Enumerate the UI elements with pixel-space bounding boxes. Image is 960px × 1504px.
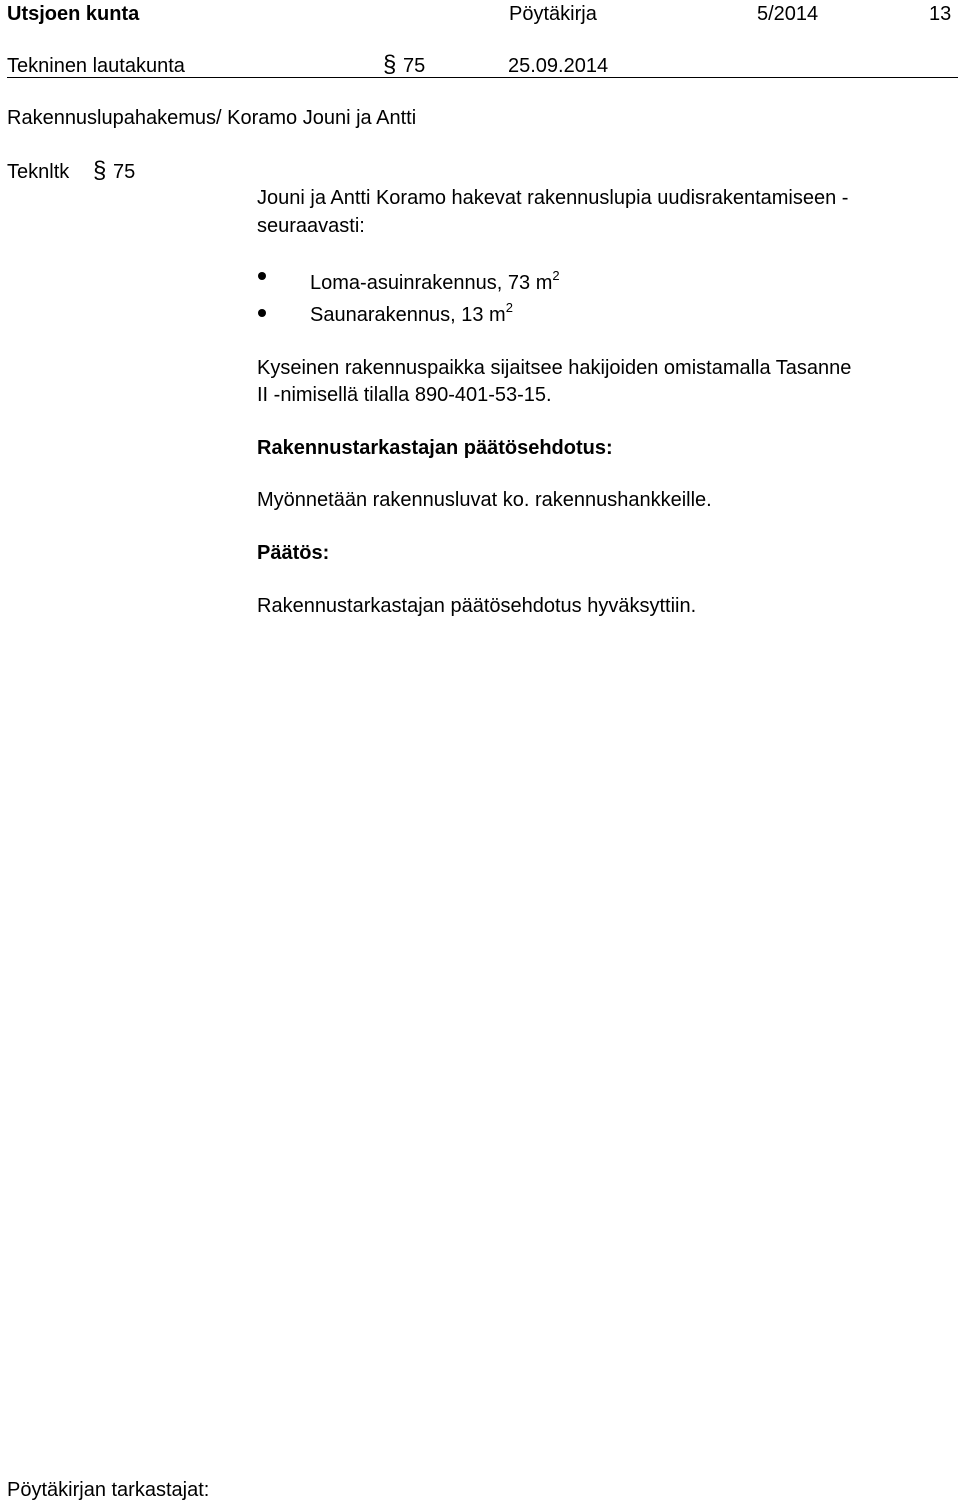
bullet-item-2-superscript: 2 xyxy=(505,300,513,315)
document-type: Pöytäkirja xyxy=(509,3,597,25)
section-ref-number: 75 xyxy=(113,161,136,183)
bullet-icon xyxy=(258,309,266,317)
meeting-date: 25.09.2014 xyxy=(508,55,609,77)
bullet-item-1-text: Loma-asuinrakennus, 73 m xyxy=(310,272,553,294)
bullet-icon xyxy=(258,272,266,280)
header-divider xyxy=(7,77,958,78)
municipality-name: Utsjoen kunta xyxy=(7,3,140,25)
section-ref-label: Teknltk xyxy=(7,161,70,183)
section-sign-icon: § xyxy=(383,51,397,78)
bullet-item-2 xyxy=(310,300,513,327)
location-line-2: II -nimisellä tilalla 890-401-53-15. xyxy=(257,384,552,406)
page-number: 13 xyxy=(929,3,952,25)
decision-heading: Päätös: xyxy=(257,542,330,564)
location-line-1: Kyseinen rakennuspaikka sijaitsee hakijoiden omistamalla Tasanne xyxy=(257,357,852,379)
document-number: 5/2014 xyxy=(757,3,819,25)
subject-title: Rakennuslupahakemus/ Koramo Jouni ja Antti xyxy=(7,107,417,129)
intro-line-1: Jouni ja Antti Koramo hakevat rakennuslupia uudisrakentamiseen - xyxy=(257,187,849,209)
intro-line-2: seuraavasti: xyxy=(257,215,365,237)
bullet-item-1 xyxy=(310,268,560,295)
bullet-item-2-text: Saunarakennus, 13 m xyxy=(310,304,506,326)
section-ref-sign-icon: § xyxy=(93,157,107,184)
proposal-heading: Rakennustarkastajan päätösehdotus: xyxy=(257,437,613,459)
decision-text: Rakennustarkastajan päätösehdotus hyväksyttiin. xyxy=(257,595,697,617)
reviewers-label: Pöytäkirjan tarkastajat: xyxy=(7,1479,210,1501)
bullet-item-1-superscript: 2 xyxy=(552,268,560,283)
board-name: Tekninen lautakunta xyxy=(7,55,185,77)
proposal-text: Myönnetään rakennusluvat ko. rakennushankkeille. xyxy=(257,489,712,511)
section-number: 75 xyxy=(403,55,426,77)
